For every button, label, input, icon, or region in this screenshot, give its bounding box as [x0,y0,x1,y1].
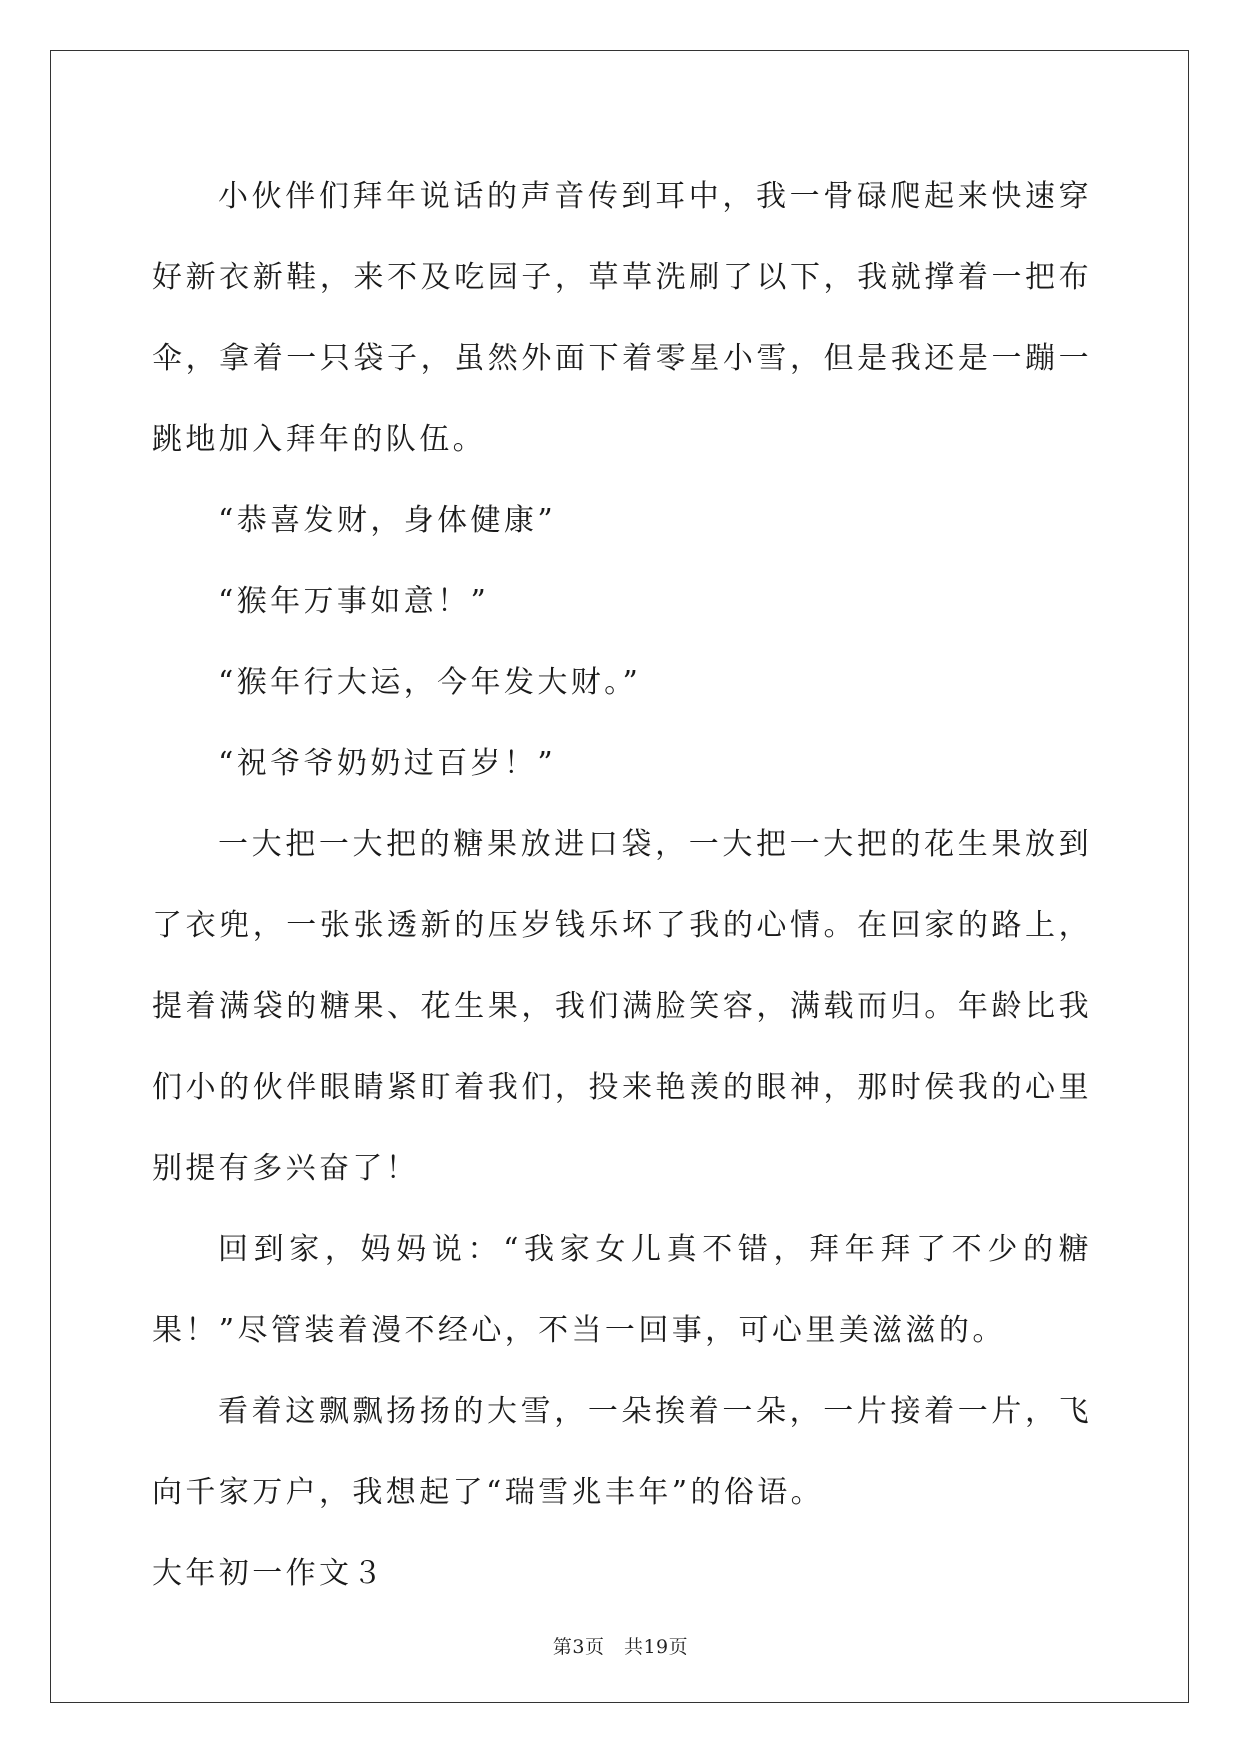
paragraph-7: 回到家，妈妈说：“我家女儿真不错，拜年拜了不少的糖果！”尽管装着漫不经心，不当一回事，可心里美滋滋的。 [152,1232,1092,1348]
paragraph-1: 小伙伴们拜年说话的声音传到耳中，我一骨碌爬起来快速穿好新衣新鞋，来不及吃园子，草草洗刷了以下，我就撑着一把布伞，拿着一只袋子，虽然外面下着零星小雪，但是我还是一蹦一跳地加入拜年的队伍。 [152,179,1092,457]
paragraph-5: “祝爷爷奶奶过百岁！” [218,746,557,781]
paragraph-2: “恭喜发财，身体健康” [218,503,557,538]
section-heading: 大年初一作文３ [152,1556,386,1591]
page-number-footer: 第3页 共19页 [552,1636,689,1658]
paragraph-4: “猴年行大运，今年发大财。” [218,665,642,700]
document-body [152,156,1092,1614]
paragraph-3: “猴年万事如意！” [218,584,490,619]
paragraph-8: 看着这飘飘扬扬的大雪，一朵挨着一朵，一片接着一片，飞向千家万户，我想起了“瑞雪兆丰年”的俗语。 [152,1394,1092,1510]
paragraph-6: 一大把一大把的糖果放进口袋，一大把一大把的花生果放到了衣兜，一张张透新的压岁钱乐坏了我的心情。在回家的路上，提着满袋的糖果、花生果，我们满脸笑容，满载而归。年龄比我们小的伙伴眼睛紧盯着我们，投来艳羡的眼神，那时侯我的心里别提有多兴奋了！ [152,827,1092,1186]
